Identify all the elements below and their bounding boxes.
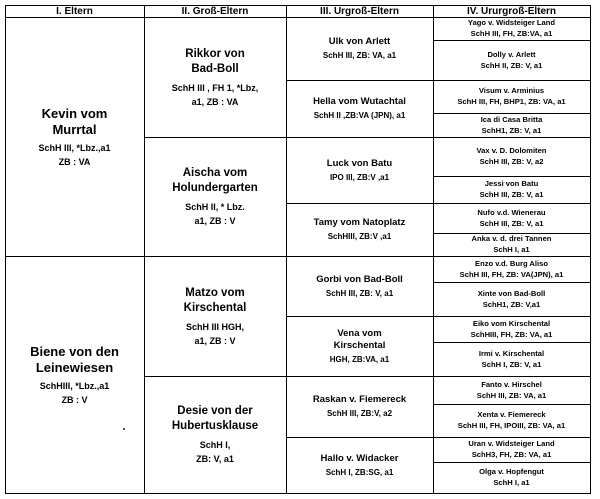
dog-name: Desie von der [177, 405, 253, 417]
great-great-grandparent-entry [433, 137, 590, 176]
great-grandparent-entry [286, 137, 433, 203]
dog-title-line: ZB : V [61, 394, 88, 405]
dog-title-line: SchH II ,ZB:VA (JPN), a1 [313, 111, 406, 120]
dog-name: Leinewiesen [35, 359, 114, 375]
great-grandparent-entry [286, 203, 433, 256]
grandparent-entry [144, 17, 286, 137]
dog-title-line: SchH III, ZB: V, a1 [479, 218, 544, 228]
dog-name: Hubertusklause [171, 420, 259, 432]
great-great-grandparent-entry [433, 404, 590, 437]
dog-name: Nufo v.d. Wienerau [477, 207, 546, 217]
dog-title-line: a1, ZB : V [194, 216, 236, 226]
dog-name: Anka v. d. drei Tannen [471, 234, 552, 243]
great-great-grandparent-entry [433, 203, 590, 233]
dog-title-line: SchH III, FH, ZB: VA(JPN), a1 [459, 269, 564, 279]
dog-name: Fanto v. Hirschel [481, 379, 542, 389]
great-grandparent-entry [286, 376, 433, 437]
dog-name: Irmi v. Kirschental [478, 348, 545, 358]
dog-titles [30, 380, 119, 406]
dog-name: Tamy vom Natoplatz [313, 217, 406, 228]
dog-title-line: IPO III, ZB:V ,a1 [329, 172, 390, 182]
column-header: I. Eltern [56, 5, 93, 17]
table-border-top [5, 5, 590, 6]
column-header: II. Groß-Eltern [181, 5, 249, 17]
dog-title-line: SchH I, ZB:SG, a1 [325, 467, 394, 477]
dog-titles [38, 142, 110, 168]
dog-name: Xinte von Bad-Boll [477, 288, 546, 298]
dog-name: Vena vom [337, 327, 382, 339]
dog-name: Biene von den [30, 343, 119, 359]
dog-title-line: SchH I, a1 [493, 245, 530, 254]
dog-title-line: SchH II, * Lbz. [185, 202, 245, 212]
grandparent-entry [144, 256, 286, 376]
column-header: III. Urgroß-Eltern [320, 5, 399, 17]
dog-name: Rikkor von [185, 47, 245, 60]
dog-name: Kevin vom [41, 105, 108, 121]
great-great-grandparent-entry [433, 256, 590, 282]
grandparent-entry [144, 137, 286, 256]
dog-title-line: SchH III, ZB:V, a2 [326, 409, 393, 418]
dog-titles [185, 199, 245, 227]
great-grandparent-entry [286, 17, 433, 80]
dog-name: Xenta v. Fiemereck [477, 410, 546, 419]
dog-title-line: SchH I, a1 [493, 478, 530, 487]
great-great-grandparent-entry [433, 113, 590, 137]
dog-title-line: SchH3, FH, ZB: VA, a1 [471, 450, 552, 459]
great-grandparent-entry [286, 80, 433, 137]
dog-title-line: SchH III, FH, IPOIII, ZB: VA, a1 [457, 421, 566, 430]
dog-title-line: SchH III , FH 1, *Lbz, [171, 82, 259, 93]
dog-name: Holundergarten [172, 182, 258, 194]
dog-title-line: SchH III, FH, BHP1, ZB: VA, a1 [457, 97, 566, 106]
dog-name: Murrtal [52, 121, 97, 137]
dog-name: Eiko vom Kirschental [472, 318, 551, 328]
great-great-grandparent-entry [433, 437, 590, 462]
dog-title-line: SchH III, ZB: V, a2 [479, 157, 544, 166]
dog-title-line: a1, ZB : V [194, 335, 236, 346]
great-great-grandparent-entry [433, 316, 590, 342]
dog-name: Ica di Casa Britta [480, 114, 543, 124]
dog-name: Enzo v.d. Burg Aliso [475, 258, 548, 268]
dog-title-line: SchH II, ZB: V, a1 [480, 60, 543, 70]
dog-name: Kirschental [333, 339, 386, 351]
dog-name: Uran v. Widsteiger Land [468, 439, 555, 448]
dog-name: Hella vom Wutachtal [313, 96, 406, 107]
column-divider [590, 5, 591, 493]
dog-name: Bad-Boll [191, 62, 239, 75]
great-great-grandparent-entry [433, 17, 590, 40]
dog-name: Olga v. Hopfengut [479, 467, 544, 476]
dog-name: Gorbi von Bad-Boll [316, 273, 403, 285]
dog-title-line: SchH III, FH, ZB:VA, a1 [470, 29, 553, 38]
dog-name: Luck von Batu [326, 157, 393, 169]
dog-title-line: SchH I, [199, 440, 231, 450]
parent-text [38, 106, 110, 168]
great-great-grandparent-entry [433, 282, 590, 316]
great-grandparent-entry [286, 437, 433, 493]
dog-name: Yago v. Widsteiger Land [467, 18, 556, 27]
dog-name: Aischa vom [182, 167, 248, 179]
dog-title-line: SchHIII, *Lbz.,a1 [39, 380, 110, 391]
dog-name: Ulk von Arlett [328, 36, 391, 47]
column-header: IV. Ururgroß-Eltern [466, 5, 557, 17]
dog-title-line: SchHIII, ZB:V ,a1 [327, 232, 392, 241]
grandparent-entry [144, 376, 286, 493]
dog-name: Vax v. D. Dolomiten [476, 146, 547, 155]
parent-text [30, 344, 119, 406]
dog-title-line: SchH III, ZB: V, a1 [325, 288, 394, 298]
great-great-grandparent-entry [433, 376, 590, 404]
great-great-grandparent-entry [433, 40, 590, 80]
dog-name: Matzo vom [185, 286, 245, 299]
great-great-grandparent-entry [433, 233, 590, 256]
dog-name: Dolly v. Arlett [487, 49, 536, 59]
dog-title-line: SchH I, ZB: V, a1 [481, 359, 542, 369]
dog-title-line: SchH III, *Lbz.,a1 [38, 142, 111, 153]
dog-title-line: HGH, ZB:VA, a1 [329, 354, 390, 364]
dog-name: Visum v. Arminius [478, 86, 545, 95]
dog-titles [172, 80, 259, 108]
scan-speck [123, 428, 125, 430]
great-great-grandparent-entry [433, 342, 590, 376]
dog-name: Hallo v. Widacker [320, 452, 399, 464]
dog-title-line: ZB: V, a1 [196, 454, 234, 464]
dog-title-line: SchH III HGH, [185, 321, 244, 332]
great-great-grandparent-entry [433, 462, 590, 493]
dog-title-line: SchH1, ZB: V,a1 [482, 299, 541, 309]
parent-entry [5, 256, 144, 493]
dog-title-line: SchHIII, FH, ZB: VA, a1 [470, 329, 553, 339]
dog-titles [186, 319, 244, 347]
dog-title-line: SchH III, ZB: VA, a1 [322, 51, 397, 60]
dog-titles [196, 437, 234, 465]
great-great-grandparent-entry [433, 176, 590, 203]
great-grandparent-entry [286, 256, 433, 316]
dog-title-line: ZB : VA [58, 156, 91, 167]
dog-title-line: SchH1, ZB: V, a1 [481, 125, 542, 135]
dog-title-line: SchH III, ZB: V, a1 [479, 190, 544, 199]
dog-title-line: a1, ZB : VA [191, 96, 239, 107]
table-border-bottom [5, 493, 591, 494]
parent-entry [5, 17, 144, 256]
great-great-grandparent-entry [433, 80, 590, 113]
dog-title-line: SchH III, ZB: VA, a1 [476, 390, 547, 400]
dog-name: Jessi von Batu [484, 179, 539, 188]
great-grandparent-entry [286, 316, 433, 376]
dog-name: Raskan v. Fiemereck [312, 394, 407, 405]
dog-name: Kirschental [183, 301, 247, 314]
